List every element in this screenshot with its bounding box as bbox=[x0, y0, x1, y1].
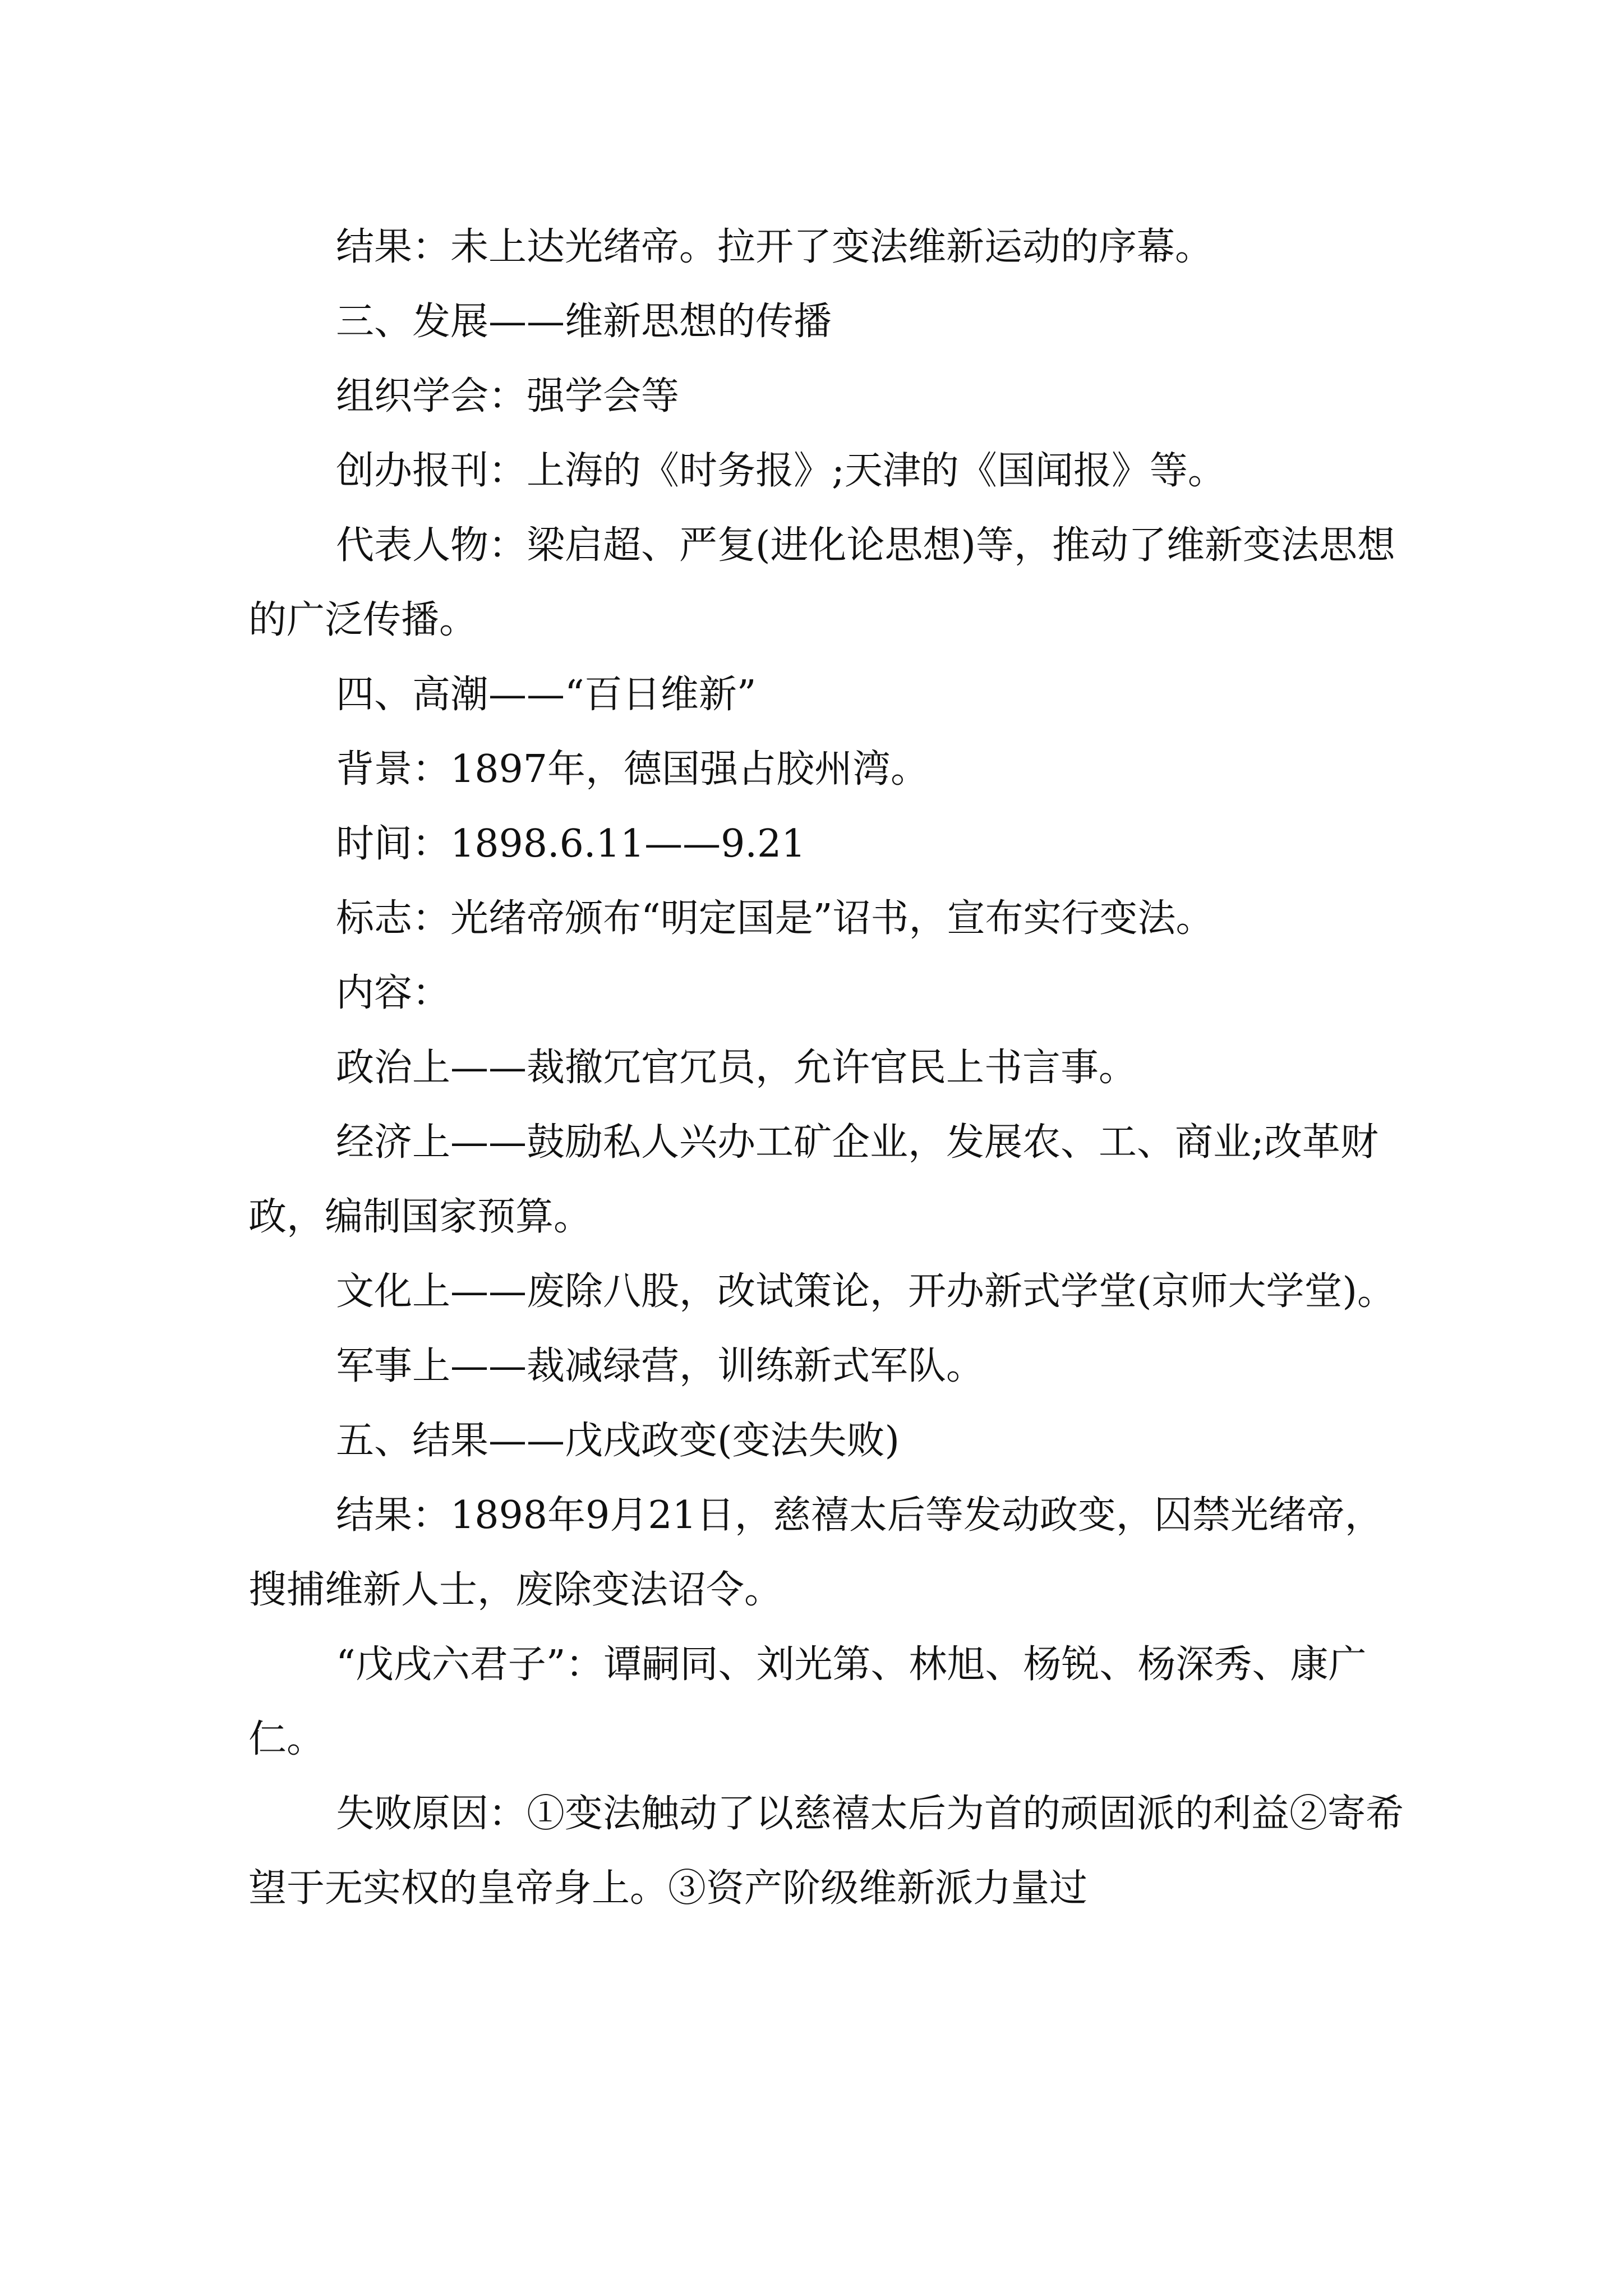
heading-climax: 四、高潮——“百日维新” bbox=[336, 673, 757, 717]
paragraph-representatives: 代表人物：梁启超、严复(进化论思想)等，推动了维新变法思想的广泛传播。 bbox=[248, 523, 1396, 642]
document-body bbox=[248, 210, 1404, 1926]
paragraph-failure-reasons: 失败原因：①变法触动了以慈禧太后为首的顽固派的利益②寄希望于无实权的皇帝身上。③资产阶级维新派力量过 bbox=[248, 1792, 1404, 1911]
paragraph-result-not-reached: 结果：未上达光绪帝。拉开了变法维新运动的序幕。 bbox=[336, 225, 1214, 269]
paragraph-organize-societies: 组织学会：强学会等 bbox=[336, 374, 680, 418]
heading-outcome: 五、结果——戊戌政变(变法失败) bbox=[336, 1419, 900, 1463]
heading-development: 三、发展——维新思想的传播 bbox=[336, 300, 832, 344]
paragraph-background: 背景：1897年，德国强占胶州湾。 bbox=[336, 747, 929, 792]
paragraph-symbol: 标志：光绪帝颁布“明定国是”诏书，宣布实行变法。 bbox=[336, 896, 1214, 941]
paragraph-culture: 文化上——废除八股，改试策论，开办新式学堂(京师大学堂)。 bbox=[336, 1269, 1396, 1314]
paragraph-time: 时间：1898.6.11——9.21 bbox=[336, 822, 806, 866]
paragraph-economy: 经济上——鼓励私人兴办工矿企业，发展农、工、商业;改革财政，编制国家预算。 bbox=[248, 1120, 1378, 1239]
paragraph-military: 军事上——裁减绿营，训练新式军队。 bbox=[336, 1344, 985, 1388]
paragraph-six-gentlemen: “戊戌六君子”：谭嗣同、刘光第、林旭、杨锐、杨深秀、康广仁。 bbox=[248, 1642, 1367, 1761]
paragraph-content-label: 内容： bbox=[336, 971, 451, 1015]
paragraph-politics: 政治上——裁撤冗官冗员，允许官民上书言事。 bbox=[336, 1046, 1137, 1090]
paragraph-newspapers: 创办报刊：上海的《时务报》;天津的《国闻报》等。 bbox=[336, 449, 1226, 493]
paragraph-coup: 结果：1898年9月21日，慈禧太后等发动政变，囚禁光绪帝，搜捕维新人士，废除变法诏令。 bbox=[248, 1493, 1383, 1612]
